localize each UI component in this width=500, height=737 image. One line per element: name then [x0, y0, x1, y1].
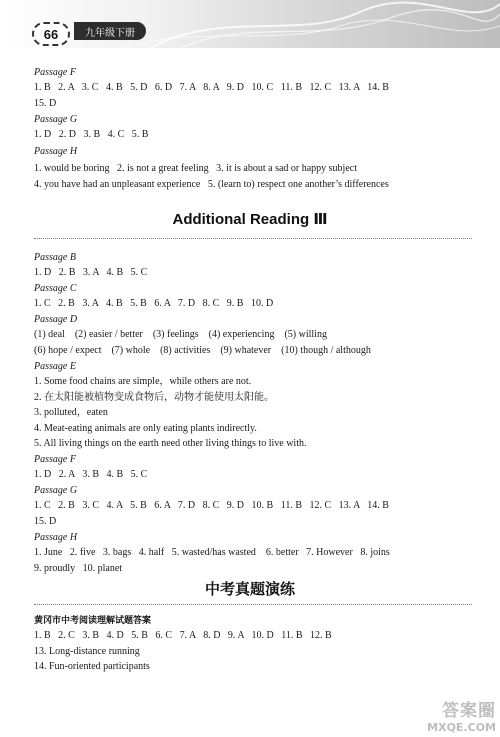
- page-header: [0, 0, 500, 48]
- ar-passage-e-label: Passage E: [34, 361, 76, 372]
- ar-passage-g-answers-1: 1. C 2. B 3. C 4. A 5. B 6. A 7. D 8. C 9. D 10. B 11. B 12. C 13. A 14. B: [34, 500, 389, 511]
- ar-passage-g-answers-2: 15. D: [34, 516, 57, 527]
- ar-passage-e-answer-5: 5. All living things on the earth need other living things to live with.: [34, 438, 307, 449]
- ar-passage-h-answers-2: 9. proudly 10. planet: [34, 563, 123, 574]
- page-number: 66: [32, 22, 70, 46]
- ar-passage-e-answer-3: 3. polluted，eaten: [34, 407, 108, 418]
- passage-h-label: Passage H: [34, 146, 78, 157]
- ar-passage-e-answer-1: 1. Some food chains are simple，while others are not.: [34, 376, 252, 387]
- passage-h-answers-1: 1. would be boring 2. is not a great feeling 3. it is about a sad or happy subject: [34, 163, 357, 174]
- ar-passage-h-label: Passage H: [34, 532, 78, 543]
- section-title-additional-reading: Additional Reading Ⅲ: [172, 211, 328, 228]
- section-divider: [34, 238, 472, 239]
- ar-passage-b-label: Passage B: [34, 252, 76, 263]
- exam-subheading: 黄冈市中考阅读理解试题答案: [34, 616, 152, 626]
- passage-g-label: Passage G: [34, 114, 78, 125]
- ar-passage-f-answers: 1. D 2. A 3. B 4. B 5. C: [34, 469, 148, 480]
- ar-passage-b-answers: 1. D 2. B 3. A 4. B 5. C: [34, 267, 148, 278]
- section-title-exam-practice: 中考真题演练: [204, 581, 295, 598]
- passage-h-answers-2: 4. you have had an unpleasant experience 5. (learn to) respect one another’s differences: [34, 179, 389, 190]
- ar-passage-c-label: Passage C: [34, 283, 77, 294]
- exam-answers-1: 1. B 2. C 3. B 4. D 5. B 6. C 7. A 8. D 9. A 10. D 11. B 12. B: [34, 630, 332, 641]
- section-divider: [34, 604, 472, 605]
- exam-answers-2: 13. Long-distance running: [34, 646, 140, 657]
- ar-passage-e-answer-4: 4. Meat-eating animals are only eating plants indirectly.: [34, 423, 257, 434]
- ar-passage-d-answers-2: (6) hope / expect (7) whole (8) activities (9) whatever (10) though / although: [34, 345, 371, 356]
- exam-answers-3: 14. Fun-oriented participants: [34, 661, 150, 672]
- ar-passage-d-label: Passage D: [34, 314, 78, 325]
- passage-f-answers-1: 1. B 2. A 3. C 4. B 5. D 6. D 7. A 8. A 9. D 10. C 11. B 12. C 13. A 14. B: [34, 82, 389, 93]
- ar-passage-g-label: Passage G: [34, 485, 78, 496]
- passage-f-label: Passage F: [34, 67, 76, 78]
- book-title-tab: 九年级下册: [74, 22, 146, 40]
- ar-passage-e-answer-2: 2. 在太阳能被植物变成食物后，动物才能使用太阳能。: [34, 392, 274, 403]
- passage-f-answers-2: 15. D: [34, 98, 57, 109]
- ar-passage-f-label: Passage F: [34, 454, 76, 465]
- watermark-logo: 答案圈 MXQE.COM: [427, 701, 496, 734]
- ar-passage-c-answers: 1. C 2. B 3. A 4. B 5. B 6. A 7. D 8. C 9. B 10. D: [34, 298, 274, 309]
- ar-passage-h-answers-1: 1. June 2. five 3. bags 4. half 5. wasted/has wasted 6. better 7. However 8. joins: [34, 547, 390, 558]
- ar-passage-d-answers-1: (1) deal (2) easier / better (3) feelings (4) experiencing (5) willing: [34, 329, 327, 340]
- passage-g-answers: 1. D 2. D 3. B 4. C 5. B: [34, 129, 149, 140]
